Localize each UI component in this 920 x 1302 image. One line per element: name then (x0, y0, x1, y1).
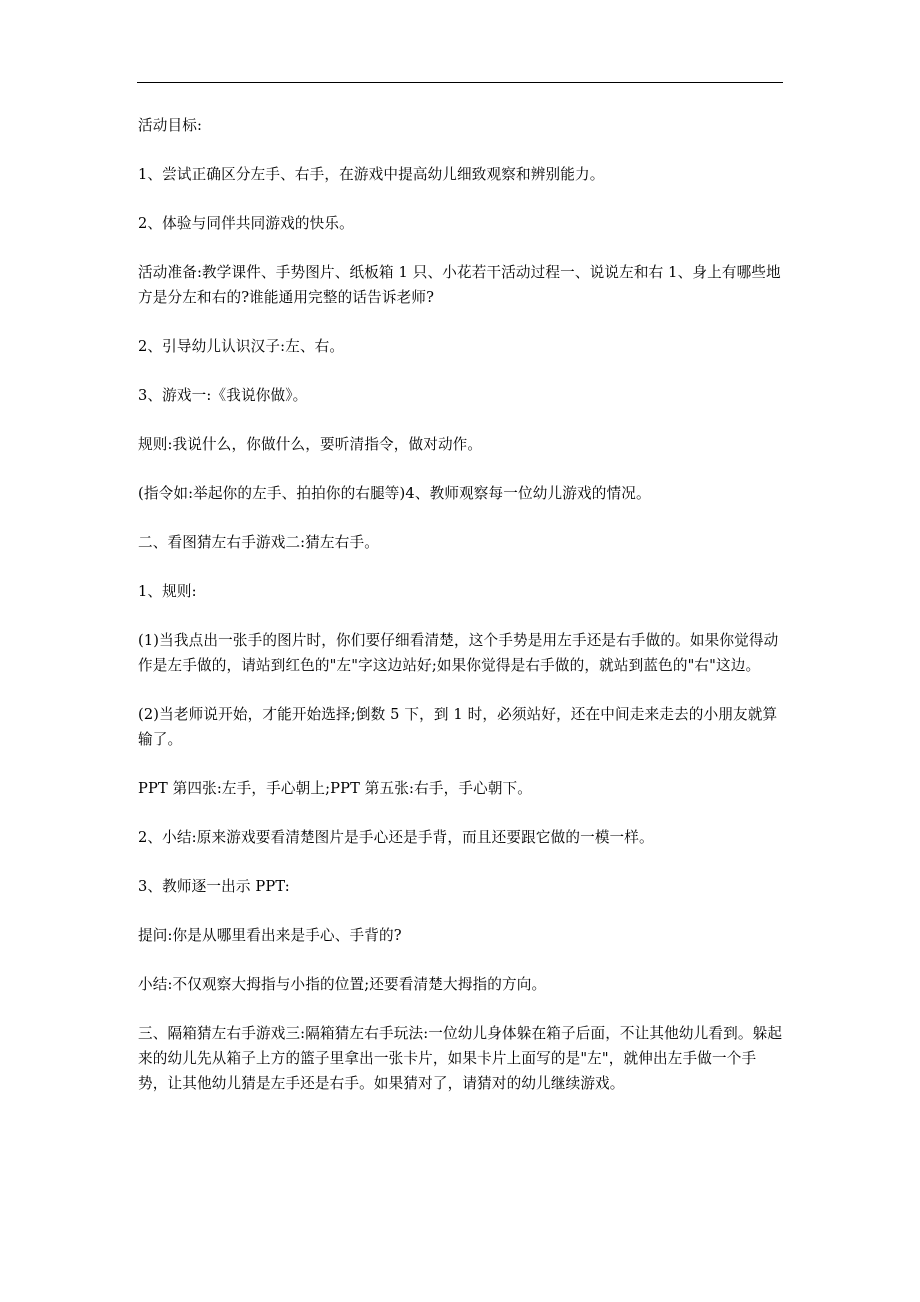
section-two-heading: 二、看图猜左右手游戏二:猜左右手。 (138, 534, 379, 551)
summary-paragraph: 小结:不仅观察大拇指与小指的位置;还要看清楚大拇指的方向。 (138, 976, 547, 993)
game-one-instructions: (指令如:举起你的左手、拍拍你的右腿等)4、教师观察每一位幼儿游戏的情况。 (138, 485, 651, 502)
question-paragraph: 提问:你是从哪里看出来是手心、手背的? (138, 927, 402, 944)
preparation-paragraph: 活动准备:教学课件、手势图片、纸板箱 1 只、小花若干活动过程一、说说左和右 1、身上有哪些地方是分左和右的?谁能通用完整的话告诉老师? (138, 264, 781, 306)
summary-step-2: 2、小结:原来游戏要看清楚图片是手心还是手背，而且还要跟它做的一模一样。 (138, 829, 654, 846)
goal-item-1: 1、尝试正确区分左手、右手，在游戏中提高幼儿细致观察和辨别能力。 (138, 166, 605, 183)
game-two-rules-heading: 1、规则: (138, 583, 197, 600)
game-two-rule-2: (2)当老师说开始，才能开始选择;倒数 5 下，到 1 时，必须站好，还在中间走来走去的小朋友就算输了。 (138, 706, 778, 748)
process-step-2: 2、引导幼儿认识汉子:左、右。 (138, 338, 345, 355)
ppt-slides-note: PPT 第四张:左手，手心朝上;PPT 第五张:右手，手心朝下。 (138, 780, 533, 797)
game-one-rules: 规则:我说什么，你做什么，要听清指令，做对动作。 (138, 436, 483, 453)
section-three-paragraph: 三、隔箱猜左右手游戏三:隔箱猜左右手玩法:一位幼儿身体躲在箱子后面，不让其他幼儿看到。躲起来的幼儿先从箱子上方的篮子里拿出一张卡片，如果卡片上面写的是"左"，就伸出左手做一个手势，让其他幼儿猜是左手还是右手。如果猜对了，请猜对的幼儿继续游戏。 (138, 1025, 783, 1092)
section-heading-goals: 活动目标: (138, 117, 203, 134)
process-step-ppt: 3、教师逐一出示 PPT: (138, 878, 290, 895)
document-body (138, 113, 784, 1120)
header-rule (137, 82, 783, 83)
process-step-3: 3、游戏一:《我说你做》。 (138, 387, 308, 404)
goal-item-2: 2、体验与同伴共同游戏的快乐。 (138, 215, 354, 232)
game-two-rule-1: (1)当我点出一张手的图片时，你们要仔细看清楚，这个手势是用左手还是右手做的。如果你觉得动作是左手做的，请站到红色的"左"字这边站好;如果你觉得是右手做的，就站到蓝色的"右"这边。 (138, 632, 779, 674)
